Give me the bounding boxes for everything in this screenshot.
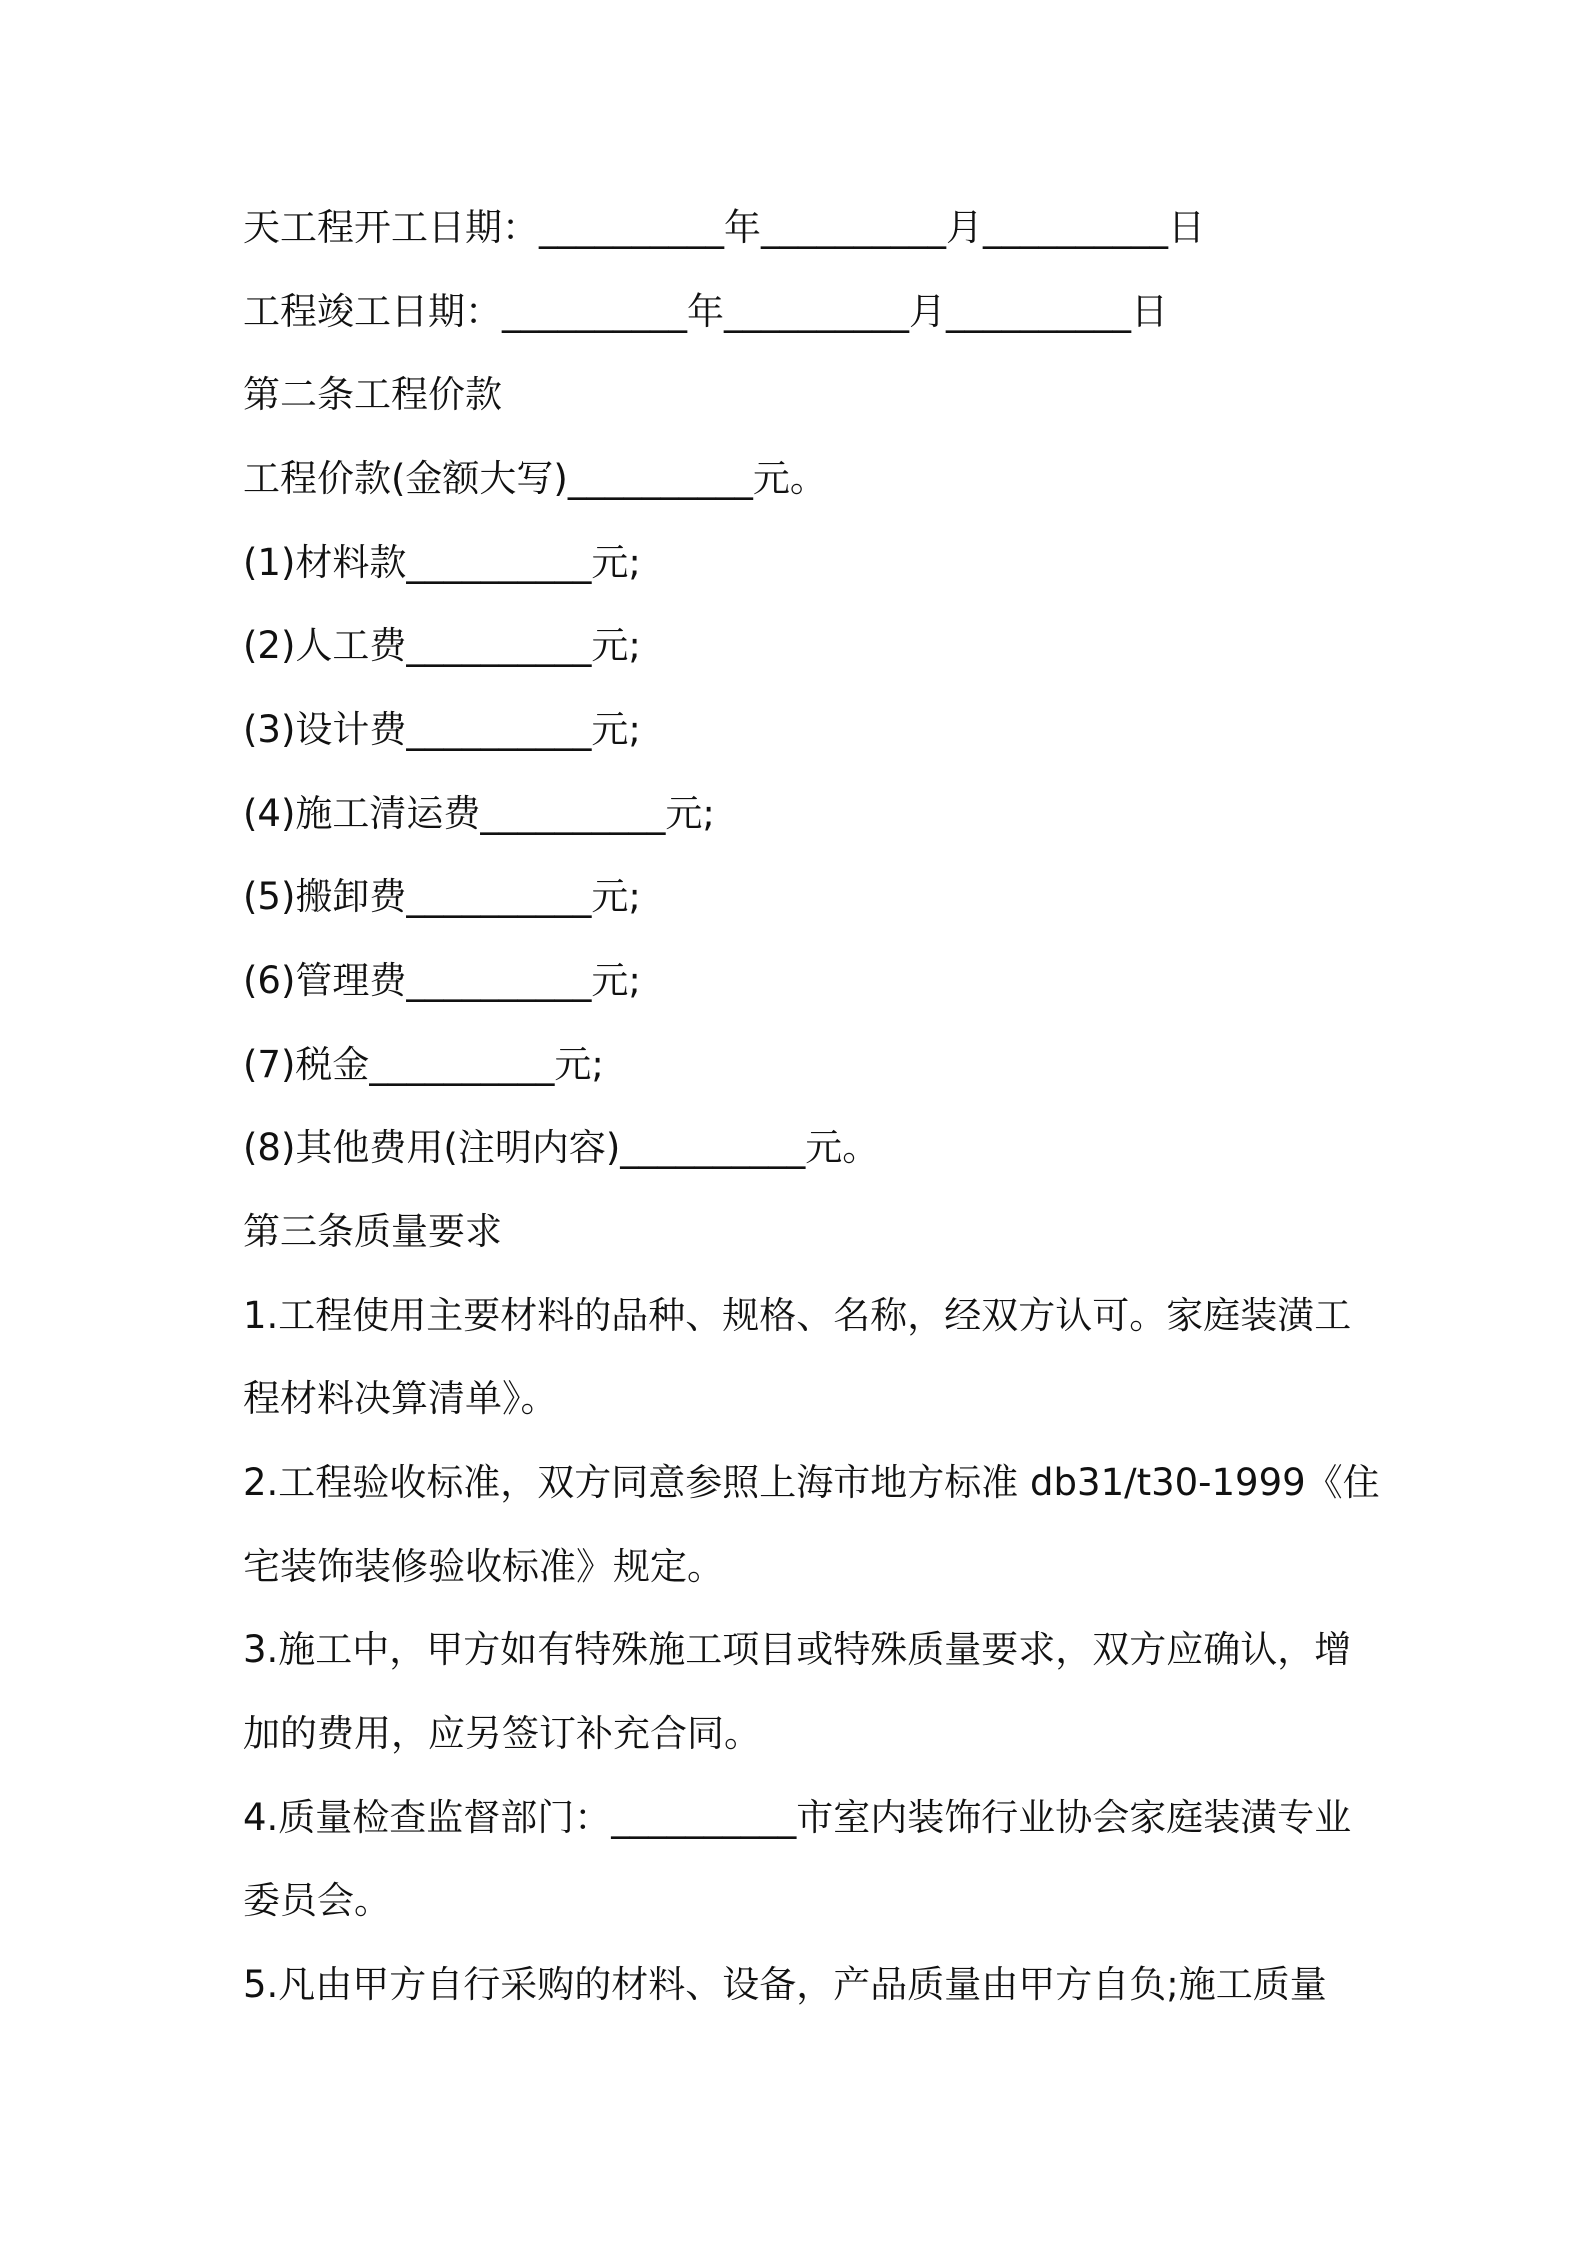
text-line-design-fee: (3)设计费__________元; xyxy=(243,708,641,751)
text-line-other-fees: (8)其他费用(注明内容)__________元。 xyxy=(243,1126,880,1169)
text-line-labor-fee: (2)人工费__________元; xyxy=(243,624,641,667)
text-line-quality-4a: 4.质量检查监督部门：__________市室内装饰行业协会家庭装潢专业 xyxy=(243,1796,1352,1839)
text-line-quality-3b: 加的费用，应另签订补充合同。 xyxy=(243,1712,761,1755)
section-heading-price: 第二条工程价款 xyxy=(243,373,502,416)
text-line-completion-date: 工程竣工日期：__________年__________月__________日 xyxy=(243,290,1168,333)
text-line-quality-4b: 委员会。 xyxy=(243,1879,391,1922)
text-line-moving-fee: (5)搬卸费__________元; xyxy=(243,875,641,918)
text-line-tax: (7)税金__________元; xyxy=(243,1043,604,1086)
text-line-quality-3a: 3.施工中，甲方如有特殊施工项目或特殊质量要求，双方应确认，增 xyxy=(243,1628,1352,1671)
text-line-cleanup-fee: (4)施工清运费__________元; xyxy=(243,792,715,835)
text-line-quality-1b: 程材料决算清单》。 xyxy=(243,1377,558,1420)
text-line-management-fee: (6)管理费__________元; xyxy=(243,959,641,1002)
text-line-material-fee: (1)材料款__________元; xyxy=(243,541,641,584)
text-line-quality-2b: 宅装饰装修验收标准》规定。 xyxy=(243,1545,724,1588)
section-heading-quality: 第三条质量要求 xyxy=(243,1210,502,1253)
text-line-quality-5a: 5.凡由甲方自行采购的材料、设备，产品质量由甲方自负;施工质量 xyxy=(243,1963,1327,2006)
text-line-start-date: 天工程开工日期：__________年__________月__________日 xyxy=(243,206,1205,249)
text-line-quality-1a: 1.工程使用主要材料的品种、规格、名称，经双方认可。家庭装潢工 xyxy=(243,1294,1352,1337)
text-line-quality-2a: 2.工程验收标准，双方同意参照上海市地方标准 db31/t30-1999《住 xyxy=(243,1461,1380,1504)
text-line-total-price: 工程价款(金额大写)__________元。 xyxy=(243,457,827,500)
